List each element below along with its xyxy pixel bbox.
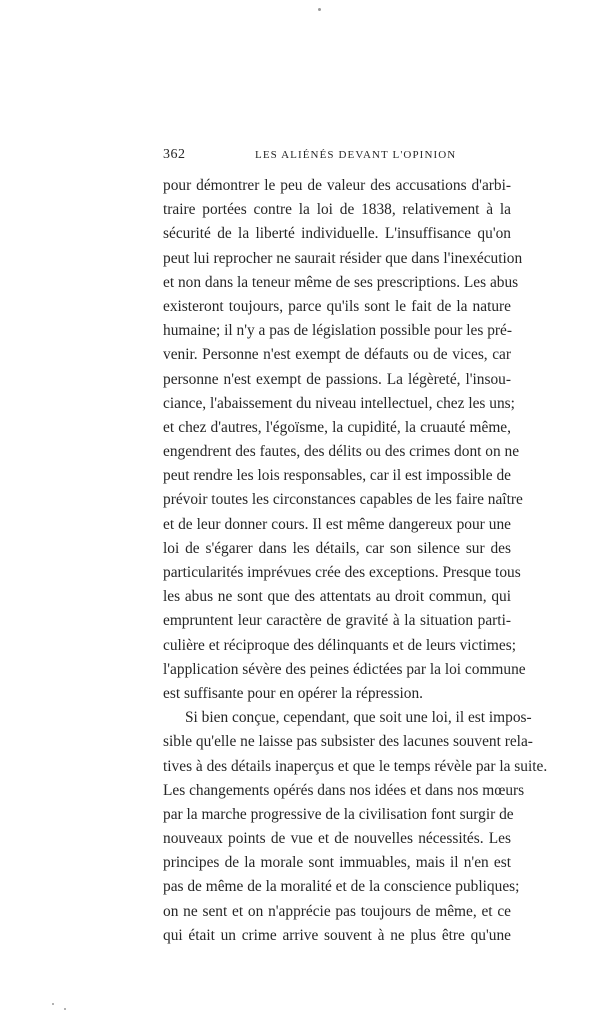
paragraph-first-line: Si bien conçue, cependant, que soit une loi, il est impos- bbox=[185, 709, 532, 727]
ink-speck bbox=[318, 8, 321, 11]
text-line: empruntent leur caractère de gravité à la situation parti- bbox=[163, 612, 511, 630]
text-line: existeront toujours, parce qu'ils sont le fait de la nature bbox=[163, 297, 511, 315]
text-line: Les changements opérés dans nos idées et dans nos mœurs bbox=[163, 781, 525, 799]
text-line: sible qu'elle ne laisse pas subsister des lacunes souvent rela- bbox=[163, 733, 533, 751]
text-line: peut lui reprocher ne saurait résider que dans l'inexécution bbox=[163, 249, 523, 267]
page-number: 362 bbox=[163, 147, 186, 162]
text-line: pour démontrer le peu de valeur des accusations d'arbi- bbox=[163, 177, 511, 194]
text-line: qui était un crime arrive souvent à ne plus être qu'une bbox=[163, 926, 511, 944]
text-line: est suffisante pour en opérer la répression. bbox=[163, 684, 423, 702]
running-head: LES ALIÉNÉS DEVANT L'OPINION bbox=[255, 149, 457, 161]
text-line: les abus ne sont que des attentats au droit commun, qui bbox=[163, 588, 511, 606]
text-line: tives à des détails inaperçus et que le temps révèle par la suite. bbox=[163, 757, 548, 775]
text-line: et chez d'autres, l'égoïsme, la cupidité, la cruauté même, bbox=[163, 418, 511, 436]
text-line: humaine; il n'y a pas de législation possible pour les pré- bbox=[163, 322, 512, 340]
text-line: et non dans la teneur même de ses prescriptions. Les abus bbox=[163, 273, 519, 291]
text-line: et de leur donner cours. Il est même dangereux pour une bbox=[163, 515, 511, 533]
text-line: loi de s'égarer dans les détails, car son silence sur des bbox=[163, 539, 511, 557]
text-line: culière et réciproque des délinquants et de leurs victimes; bbox=[163, 636, 517, 654]
text-line: par la marche progressive de la civilisation font surgir de bbox=[163, 805, 514, 823]
text-line: l'application sévère des peines édictées par la loi commune bbox=[163, 660, 526, 678]
text-line: pas de même de la moralité et de la conscience publiques; bbox=[163, 878, 520, 896]
text-line: sécurité de la liberté individuelle. L'insuffisance qu'on bbox=[163, 225, 511, 243]
text-line: particularités imprévues crée des exceptions. Presque tous bbox=[163, 564, 521, 581]
ink-speck bbox=[52, 1003, 54, 1005]
text-line: prévoir toutes les circonstances capables de les faire naître bbox=[163, 491, 523, 509]
text-line: peut rendre les lois responsables, car il est impossible de bbox=[163, 467, 511, 485]
text-line: traire portées contre la loi de 1838, relativement à la bbox=[163, 201, 511, 219]
text-line: personne n'est exempt de passions. La légèreté, l'insou- bbox=[163, 370, 511, 388]
ink-speck bbox=[64, 1008, 66, 1010]
body-text bbox=[163, 174, 548, 948]
page-header bbox=[163, 147, 513, 167]
text-line: engendrent des fautes, des délits ou des crimes dont on ne bbox=[163, 443, 520, 461]
text-line: ciance, l'abaissement du niveau intellectuel, chez les uns; bbox=[163, 394, 515, 412]
text-line: venir. Personne n'est exempt de défauts ou de vices, car bbox=[163, 346, 511, 364]
text-line: on ne sent et on n'apprécie pas toujours de même, et ce bbox=[163, 902, 511, 920]
text-line: principes de la morale sont immuables, mais il n'en est bbox=[163, 854, 511, 872]
text-line: nouveaux points de vue et de nouvelles nécessités. Les bbox=[163, 830, 511, 848]
